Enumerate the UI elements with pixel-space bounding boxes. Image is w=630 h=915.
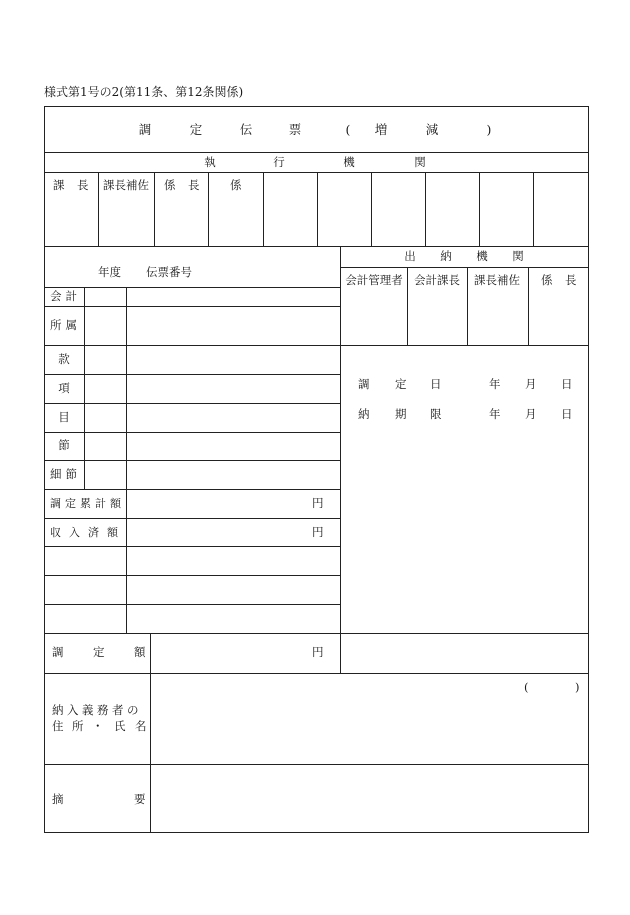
rule xyxy=(84,287,85,489)
rule xyxy=(371,172,372,246)
assessed-amount-char: 定 xyxy=(93,645,105,659)
rule xyxy=(340,246,341,673)
rule xyxy=(44,489,341,490)
summary-label: 要 xyxy=(134,792,146,806)
payer-label-char: ・ xyxy=(92,719,104,733)
rule xyxy=(44,432,341,433)
rule xyxy=(44,604,341,605)
treasury-org-char: 納 xyxy=(440,249,452,263)
summary-label: 摘 xyxy=(52,792,64,806)
payer-label-char: 氏 xyxy=(114,719,126,733)
received-amount-label: 収入済額 xyxy=(50,526,126,539)
rule xyxy=(263,172,264,246)
kan-label: 款 xyxy=(58,352,70,366)
rule xyxy=(44,764,589,765)
title-char: 調 xyxy=(138,122,152,137)
rule xyxy=(44,306,341,307)
role-deputy-chief: 課長補佐 xyxy=(474,273,520,287)
rule xyxy=(44,152,589,153)
title-char: 増 xyxy=(374,122,388,137)
yen-unit: 円 xyxy=(312,645,324,659)
rule xyxy=(44,287,341,288)
rule xyxy=(44,575,341,576)
rule xyxy=(407,267,408,345)
role-staff: 係 xyxy=(230,178,242,192)
role-section-chief: 長 xyxy=(77,178,89,192)
rule xyxy=(467,267,468,345)
rule xyxy=(44,673,589,674)
treasury-org-char: 関 xyxy=(512,249,524,263)
execution-org-char: 行 xyxy=(273,155,285,169)
office-label: 所属 xyxy=(50,318,81,332)
moku-label: 目 xyxy=(58,410,70,424)
rule xyxy=(44,374,341,375)
yen-unit: 円 xyxy=(312,525,324,539)
rule xyxy=(126,287,127,633)
assessed-amount-char: 調 xyxy=(52,645,64,659)
due-date-char: 納 xyxy=(358,407,370,421)
paren-open: ( xyxy=(524,680,529,694)
title-char: ( xyxy=(345,122,351,137)
fiscal-year-label: 年度 xyxy=(98,265,121,279)
rule xyxy=(98,172,99,246)
due-date-char: 期 xyxy=(395,407,407,421)
kou-label: 項 xyxy=(58,381,70,395)
title-char: 伝 xyxy=(239,122,253,137)
rule xyxy=(533,172,534,246)
treasury-org-char: 出 xyxy=(404,249,416,263)
day-unit: 日 xyxy=(561,407,573,421)
year-unit: 年 xyxy=(489,407,501,421)
role-subsection-chief: 係 xyxy=(541,273,553,287)
rule xyxy=(208,172,209,246)
rule xyxy=(340,267,589,268)
assessed-amount-char: 額 xyxy=(134,645,146,659)
payer-label-line1: 納入義務者の xyxy=(52,703,142,717)
role-section-chief: 課 xyxy=(53,178,65,192)
title-char: 定 xyxy=(189,122,203,137)
rule xyxy=(528,267,529,345)
month-unit: 月 xyxy=(525,407,537,421)
assessment-date-char: 日 xyxy=(430,377,442,391)
role-subsection-chief: 係 xyxy=(164,178,176,192)
paren-close: ) xyxy=(575,680,580,694)
form-id: 様式第1号の2(第11条、第12条関係) xyxy=(44,85,244,99)
rule xyxy=(44,246,589,247)
title-char: 票 xyxy=(288,122,302,137)
payer-label-char: 名 xyxy=(135,719,147,733)
execution-org-char: 関 xyxy=(414,155,426,169)
role-subsection-chief: 長 xyxy=(565,273,577,287)
rule xyxy=(44,403,341,404)
execution-org-char: 執 xyxy=(204,155,216,169)
title-char: 減 xyxy=(425,122,439,137)
assessment-date-char: 調 xyxy=(358,377,370,391)
yen-unit: 円 xyxy=(312,496,324,510)
saisetsu-label: 細節 xyxy=(50,467,81,481)
month-unit: 月 xyxy=(525,377,537,391)
rule xyxy=(425,172,426,246)
execution-org-char: 機 xyxy=(343,155,355,169)
rule xyxy=(44,546,341,547)
role-accounting-chief: 会計課長 xyxy=(414,273,460,287)
account-label: 会計 xyxy=(50,289,81,303)
rule xyxy=(44,460,341,461)
title-char: ) xyxy=(486,122,492,137)
rule xyxy=(150,633,151,833)
rule xyxy=(44,633,589,634)
rule xyxy=(479,172,480,246)
rule xyxy=(44,518,341,519)
rule xyxy=(317,172,318,246)
role-accounting-manager: 会計管理者 xyxy=(345,273,403,287)
voucher-number-label: 伝票番号 xyxy=(146,265,192,279)
setsu-label: 節 xyxy=(58,438,70,452)
year-unit: 年 xyxy=(489,377,501,391)
payer-label-char: 住 xyxy=(52,719,64,733)
due-date-char: 限 xyxy=(430,407,442,421)
payer-label-char: 所 xyxy=(72,719,84,733)
role-subsection-chief: 長 xyxy=(188,178,200,192)
assessment-date-char: 定 xyxy=(395,377,407,391)
role-deputy-chief: 課長補佐 xyxy=(103,178,149,192)
treasury-org-char: 機 xyxy=(476,249,488,263)
rule xyxy=(154,172,155,246)
day-unit: 日 xyxy=(561,377,573,391)
cumulative-amount-label: 調定累計額 xyxy=(50,497,125,510)
